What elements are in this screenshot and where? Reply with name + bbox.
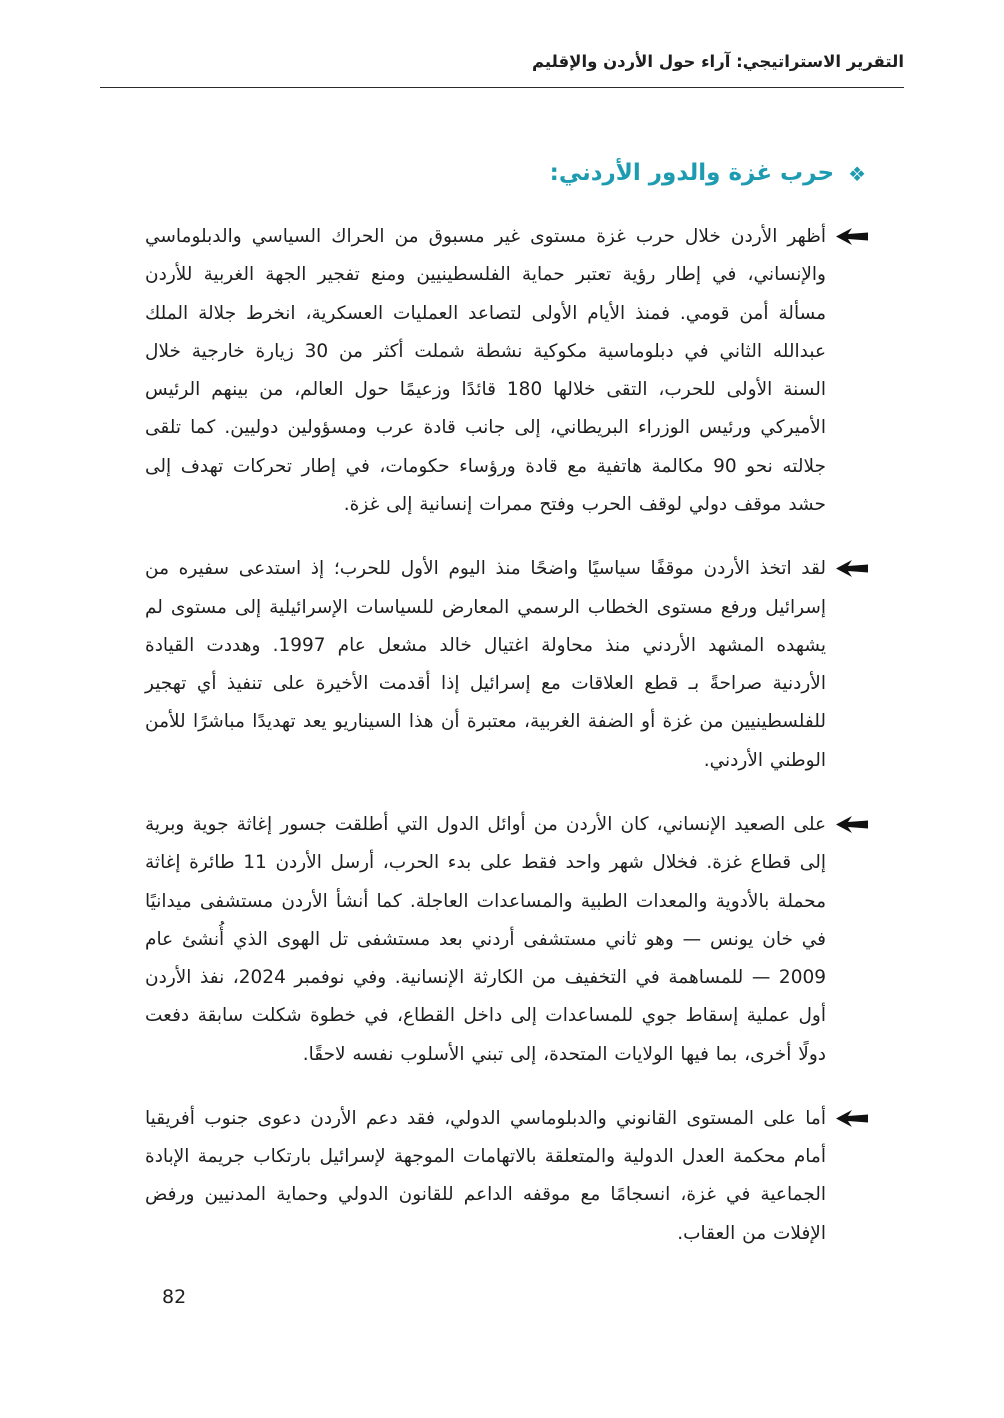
arrow-bullet-icon (830, 550, 864, 577)
diamond-bullet-icon: ❖ (848, 162, 866, 186)
header-divider (100, 87, 904, 88)
paragraph (145, 1100, 864, 1253)
paragraph-text: على الصعيد الإنساني، كان الأردن من أوائل الدول التي أطلقت جسور إغاثة جوية وبرية إلى قطاع غزة. فخلال شهر واحد فقط على بدء الحرب، أرسل الأردن 11 طائرة إغاثة محملة بالأدوية والمعدات الطبية والمساعدات العاجلة. كما أنشأ الأردن مستشفى ميدانيًا في خان يونس — وهو ثاني مستشفى أردني بعد مستشفى تل الهوى الذي أُنشئ عام 2009 — للمساهمة في التخفيف من الكارثة الإنسانية. وفي نوفمبر 2024، نفذ الأردن أول عملية إسقاط جوي للمساعدات إلى داخل القطاع، في خطوة شكلت سابقة دفعت دولًا أخرى، بما فيها الولايات المتحدة، إلى تبني الأسلوب نفسه لاحقًا. (145, 813, 827, 1065)
page-header (100, 52, 904, 96)
paragraph-text: أما على المستوى القانوني والدبلوماسي الدولي، فقد دعم الأردن دعوى جنوب أفريقيا أمام محكمة العدل الدولية والمتعلقة بالاتهامات الموجهة لإسرائيل بارتكاب جريمة الإبادة الجماعية في غزة، انسجامًا مع موقفه الداعم للقانون الدولي وحماية المدنيين ورفض الإفلات من العقاب. (145, 1107, 826, 1244)
arrow-bullet-icon (830, 218, 864, 245)
arrow-bullet-icon (830, 806, 864, 833)
section-title: حرب غزة والدور الأردني: (549, 160, 835, 186)
paragraph (145, 218, 864, 524)
paragraph (145, 550, 864, 780)
arrow-bullet-icon (830, 1100, 864, 1127)
paragraph (145, 806, 864, 1074)
paragraph-text: أظهر الأردن خلال حرب غزة مستوى غير مسبوق من الحراك السياسي والدبلوماسي والإنساني، في إطار رؤية تعتبر حماية الفلسطينيين ومنع تفجير الجهة الغربية للأردن مسألة أمن قومي. فمنذ الأيام الأولى لتصاعد العمليات العسكرية، انخرط جلالة الملك عبدالله الثاني في دبلوماسية مكوكية نشطة شملت أكثر من 30 زيارة خارجية خلال السنة الأولى للحرب، التقى خلالها 180 قائدًا وزعيمًا حول العالم، من بينهم الرئيس الأميركي ورئيس الوزراء البريطاني، إلى جانب قادة عرب ومسؤولين دوليين. كما تلقى جلالته نحو 90 مكالمة هاتفية مع قادة ورؤساء حكومات، في إطار تحركات تهدف إلى حشد موقف دولي لوقف الحرب وفتح ممرات إنسانية إلى غزة. (145, 226, 827, 515)
paragraph-list (145, 218, 864, 1279)
report-header-title: التقرير الاستراتيجي: آراء حول الأردن والإقليم (531, 52, 904, 71)
section-heading (140, 160, 866, 186)
page-number: 82 (162, 1286, 187, 1308)
paragraph-text: لقد اتخذ الأردن موقفًا سياسيًا واضحًا منذ اليوم الأول للحرب؛ إذ استدعى سفيره من إسرائيل ورفع مستوى الخطاب الرسمي المعارض للسياسات الإسرائيلية إلى مستوى لم يشهده المشهد الأردني منذ محاولة اغتيال خالد مشعل عام 1997. وهددت القيادة الأردنية صراحةً بـ قطع العلاقات مع إسرائيل إذا أقدمت الأخيرة على تنفيذ أي تهجير للفلسطينيين من غزة أو الضفة الغربية، معتبرة أن هذا السيناريو يعد تهديدًا مباشرًا للأمن الوطني الأردني. (145, 558, 826, 771)
